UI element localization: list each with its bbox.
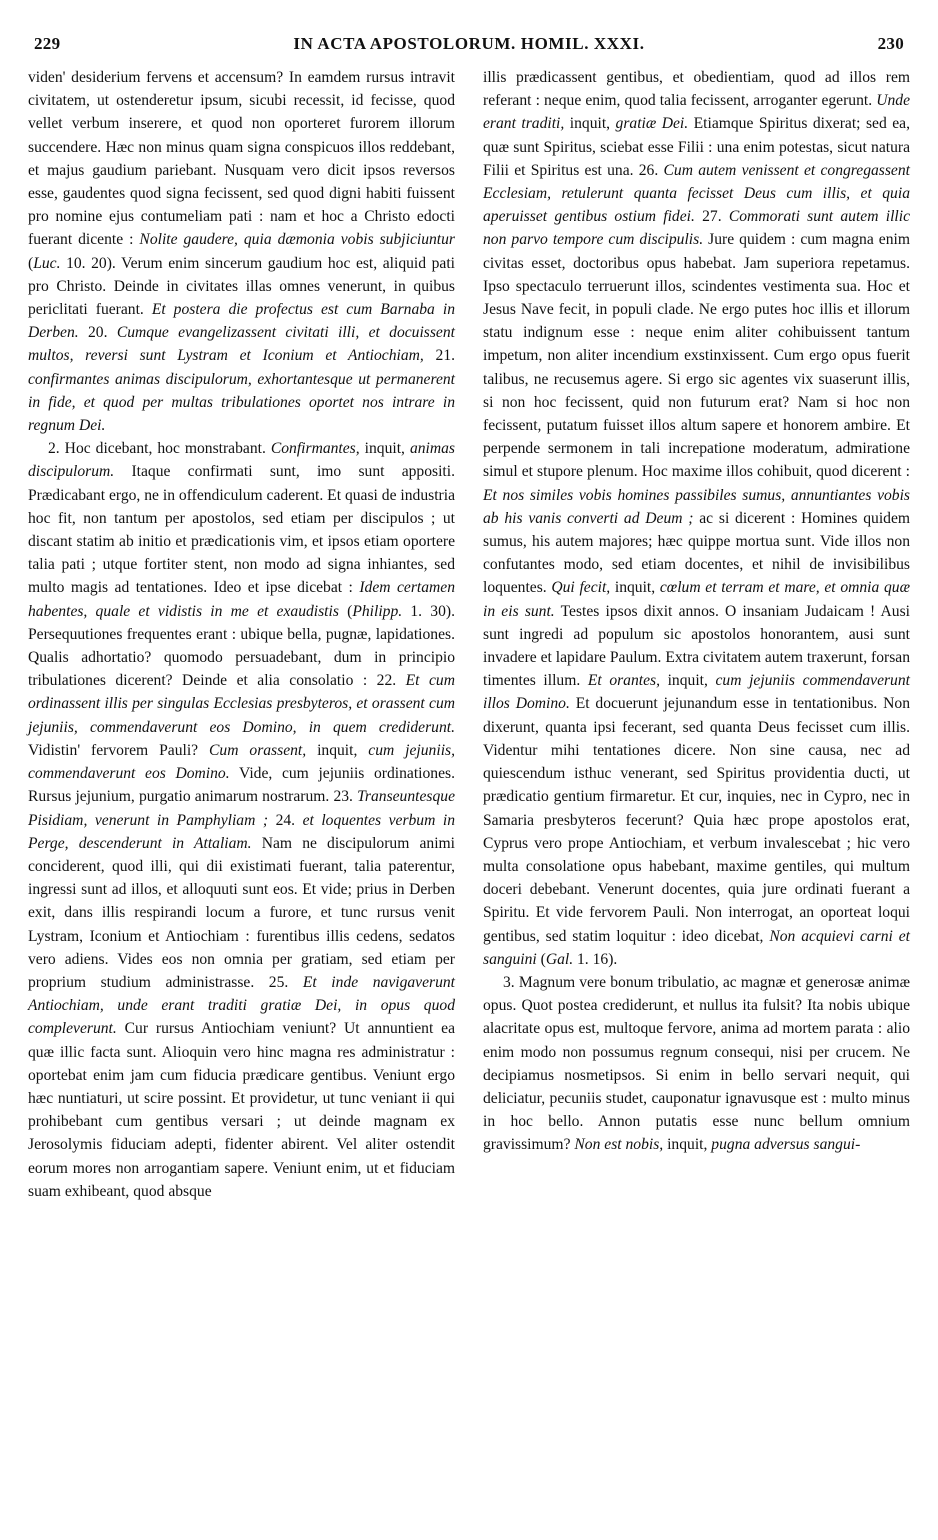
left-column <box>28 66 455 1203</box>
italic-text-run: Non est nobis, <box>574 1136 664 1154</box>
text-run: Cur rursus Antiochiam veniunt? Ut annuntient ea quæ illic facta sunt. Alioquin vero hinc magna res administratur : oportebat enim jam cum fiducia prædicare gentibus. Veniunt ergo hæc nuntiaturi, ut scire possint. Et providetur, ut tunc veniant ii qui prohibebant cum gentibus versari ; ut deinde magnam ex Jerosolymis fiduciam adepti, fidenter abirent. Vel aliter ostendit eorum mores non arrogantiam sapere. Veniunt enim, ut et fiduciam suam exhibeant, quod absque <box>28 1020 455 1200</box>
italic-text-run: et loquentes verbum in Perge, descenderunt in Attaliam. <box>28 811 456 852</box>
paragraph <box>28 437 455 1203</box>
italic-text-run: cum jejuniis, commendaverunt eos Domino. <box>28 741 455 783</box>
text-run: Testes ipsos dixit annos. O insaniam Judaicam ! Ausi sunt ingredi ad populum sic apostolos honorantem, ausi sunt invadere et lapidare Paulum. Extra civitatem autem traxerunt, forsan timentes illum. <box>483 602 910 690</box>
italic-text-run: Et nos similes vobis homines passibiles sumus, annuntiantes vobis ab his vanis converti ad Deum ; <box>483 486 910 527</box>
italic-text-run: Cum autem venissent et congregassent Ecclesiam, retulerunt quanta fecisset Deus cum illis, et quia aperuisset gentibus ostium fidei. <box>483 161 910 226</box>
italic-text-run: Cumque evangelizassent civitati illi, et docuissent multos, reversi sunt Lystram et Iconium et Antiochiam, <box>28 324 455 365</box>
text-run: 21. <box>423 347 456 365</box>
text-run: 1. 16). <box>573 950 618 968</box>
italic-text-run: Idem certamen habentes, quale et vidistis in me et exaudistis <box>28 579 456 620</box>
text-run: illis prædicassent gentibus, et obedientiam, quod ad illos rem referant : neque enim, quod talia fecissent, arroganter egerunt. <box>483 69 910 110</box>
italic-text-run: Cum orassent, <box>209 741 307 759</box>
text-run: inquit, <box>610 579 660 597</box>
italic-text-run: Commorati sunt autem illic non parvo tempore cum discipulis. <box>483 208 910 249</box>
running-title: IN ACTA APOSTOLORUM. HOMIL. XXXI. <box>293 34 645 53</box>
text-run: Et docuerunt jejunandum esse in tentationibus. Non dixerunt, quanta ipsi fecerant, sed quanta Deus fecisset cum illis. Videntur mihi tentationes dicere. Non sine causa, nec ad quiescendum isthuc venerant, sed Spiritus providentia ducti, ut prædicatio gentium firmaretur. Et cur, inquies, nec in Cypro, nec in Samaria presbyteros fecerunt? Quia hæc prope apostolos erat, Cyprus vero prope Antiochiam, et verbum invalescebat ; hic vero multa consolatione opus habebant, maxime gentiles, qui multum doceri debebant. Venerunt docentes, quia jure ordinati fuerant a Spiritu. Et vide fervorem Pauli. Non interrogat, an oporteat loqui gentibus, sed statim loquitur : ideo dicebat, <box>483 695 911 945</box>
text-run: Vidistin' fervorem Pauli? <box>28 741 210 759</box>
text-run: Vide, cum jejuniis ordinationes. Rursus jejunium, purgatio animarum nostrarum. 23. <box>28 765 455 806</box>
text-run: inquit, <box>306 741 369 759</box>
italic-text-run: Unde erant traditi, <box>483 92 910 133</box>
italic-text-run: Philipp. <box>352 602 403 620</box>
italic-text-run: Luc. <box>33 254 61 272</box>
italic-text-run: animas discipulorum. <box>28 440 455 481</box>
italic-text-run: Et postera die profectus est cum Barnaba in Derben. <box>28 301 455 342</box>
text-run: 2. Hoc dicebant, hoc monstrabant. <box>48 440 271 458</box>
text-run: ( <box>536 950 546 968</box>
text-run: inquit, <box>660 672 716 690</box>
italic-text-run: cœlum et terram et mare, et omnia quæ in eis sunt. <box>483 579 911 620</box>
text-run: inquit, <box>663 1136 712 1154</box>
paragraph <box>483 66 910 971</box>
italic-text-run: Et inde navigaverunt Antiochiam, unde erant traditi gratiæ Dei, in opus quod compleverunt. <box>28 973 456 1038</box>
italic-text-run: Confirmantes, <box>270 440 360 458</box>
italic-text-run: confirmantes animas discipulorum, exhortantesque ut permanerent in fide, et quod per multas tribulationes oportet nos intrare in regnum Dei. <box>28 370 455 435</box>
italic-text-run: Et orantes, <box>587 672 660 690</box>
italic-text-run: cum jejuniis commendaverunt illos Domino. <box>483 672 910 713</box>
text-run: ( <box>338 602 353 620</box>
paragraph <box>483 971 910 1157</box>
italic-text-run: Non acquievi carni et sanguini <box>483 927 910 968</box>
text-run: 20. <box>78 324 117 342</box>
text-run: ac si dicerent : Homines quidem sumus, his autem majores; hæc quippe mortua sunt. Vide illos non confutantes modo, sed etiam docentes, et nihil de invisibilibus loquentes. <box>483 509 911 597</box>
text-run: inquit, <box>564 115 616 133</box>
text-run: viden' desiderium fervens et accensum? In eamdem rursus intravit civitatem, ut ostenderetur ipsum, sicubi recessit, id fecisse, quod vellet verbum inserere, et quod non oporteret furorem illorum succendere. Hæc non minus quam signa conspicuos illos reddebant, et majus gaudium pariebant. Nusquam vero dicit ipsos reversos esse, gaudentes quod signa fecissent, sed quod digni habiti fuissent pro nomine ejus contumeliam pati : nam et hoc a Christo edocti fuerant dicente : <box>28 69 455 249</box>
text-run: inquit, <box>359 440 410 458</box>
right-column <box>483 66 910 1203</box>
text-run: Jure quidem : cum magna enim civitas esset, doctoribus opus habebat. Jam superiora repetamus. Ipso spectaculo terruerunt illos, scindentes vestimenta sua. Hoc et Jesus Nave fecit, in populi clade. Ne ergo putes hoc illis et illorum statu indignum esse : neque enim aliter cohibuissent tantum impetum, non aliter incendium exstinxissent. Cum ergo opus fuerit talibus, ne recusemus agere. Si ergo sic agentes vix suaserunt illis, si non hoc fecissent, quid non futurum erat? Nam si hoc non fecissent, putatum fuisset illos altum sapere et honorem ambire. Et perpende sermonem in tali increpatione moderatum, admiratione simul et stupore plenum. Hoc maxime illos cohibuit, quod dicerent : <box>483 231 910 481</box>
text-run: 27. <box>694 208 729 226</box>
paragraph <box>28 66 455 437</box>
italic-text-run: Nolite gaudere, quia dæmonia vobis subjiciuntur <box>139 231 455 249</box>
text-run: 3. Magnum vere bonum tribulatio, ac magnæ et generosæ animæ opus. Quot postea crediderunt, et nullus ita fulsit? Ita nobis ubique alacritate opus est, multoque fervore, anima ad mortem parata : alio enim modo non possumus regnum consequi, nisi per crucem. Ne decipiamus nosmetipsos. Si enim in bello servari nequit, qui deliciatur, pecuniis studet, cauponatur ignavusque est : multo minus in hoc bello. Annon putatis esse nunc bellum omnium gravissimum? <box>483 973 910 1154</box>
italic-text-run: pugna adversus sangui- <box>711 1136 861 1154</box>
text-run: ( <box>28 254 34 272</box>
italic-text-run: Qui fecit, <box>551 579 611 597</box>
italic-text-run: gratiæ Dei. <box>615 115 689 133</box>
text-run: 1. 30). Persequutiones frequentes erant : ubique bella, pugnæ, lapidationes. Qualis adhortatio? quomodo persuadebant, dum in principio tribulationes dicerent? Deinde et alia consolatio : 22. <box>28 602 455 690</box>
text-run: 10. 20). Verum enim sincerum gaudium hoc est, aliquid pati pro Christo. Deinde in civitates illas omnes venerunt, in quibus periclitati fuerant. <box>28 254 455 319</box>
text-columns <box>28 66 910 1203</box>
running-head <box>34 34 904 62</box>
left-page-number: 229 <box>34 34 61 53</box>
text-run: 24. <box>268 811 303 829</box>
italic-text-run: Gal. <box>545 950 574 968</box>
italic-text-run: Transeuntesque Pisidiam, venerunt in Pamphyliam ; <box>28 788 455 829</box>
text-run: Nam ne discipulorum animi conciderent, quod illi, qui dii existimati fuerant, talia paterentur, ingressi sunt ad illos, et alloquuti sunt eos. Et vide; prius in Derben exit, dans illis respirandi locum a furore, et tunc rursus venit Lystram, Iconium et Antiochiam : furentibus illis cedens, sedatos vero adiens. Vides eos non omnia per gratiam, sed etiam per proprium studium administrasse. 25. <box>28 834 456 991</box>
italic-text-run: Et cum ordinassent illis per singulas Ecclesias presbyteros, et orassent cum jejuniis, commendaverunt eos Domino, in quem crediderunt. <box>28 672 455 736</box>
text-run: Etiamque Spiritus dixerat; sed ea, quæ sunt Spiritus, sciebat esse Filii : una enim potestas, sicut natura Filii et Spiritus est una. 26. <box>483 115 910 179</box>
right-page-number: 230 <box>877 34 904 53</box>
text-run: Itaque confirmati sunt, imo sunt appositi. Prædicabant ergo, ne in offendiculum caderent. Et quasi de industria hoc fit, non tantum per apostolos, sed etiam per discipulos ; ut discant statim ab initio et prædicationis vim, et ipsos etiam oportere talia pati ; utque fortiter stent, non modo ad signa inhiantes, sed multo magis ad tentationes. Ideo et ipse dicebat : <box>28 463 455 597</box>
